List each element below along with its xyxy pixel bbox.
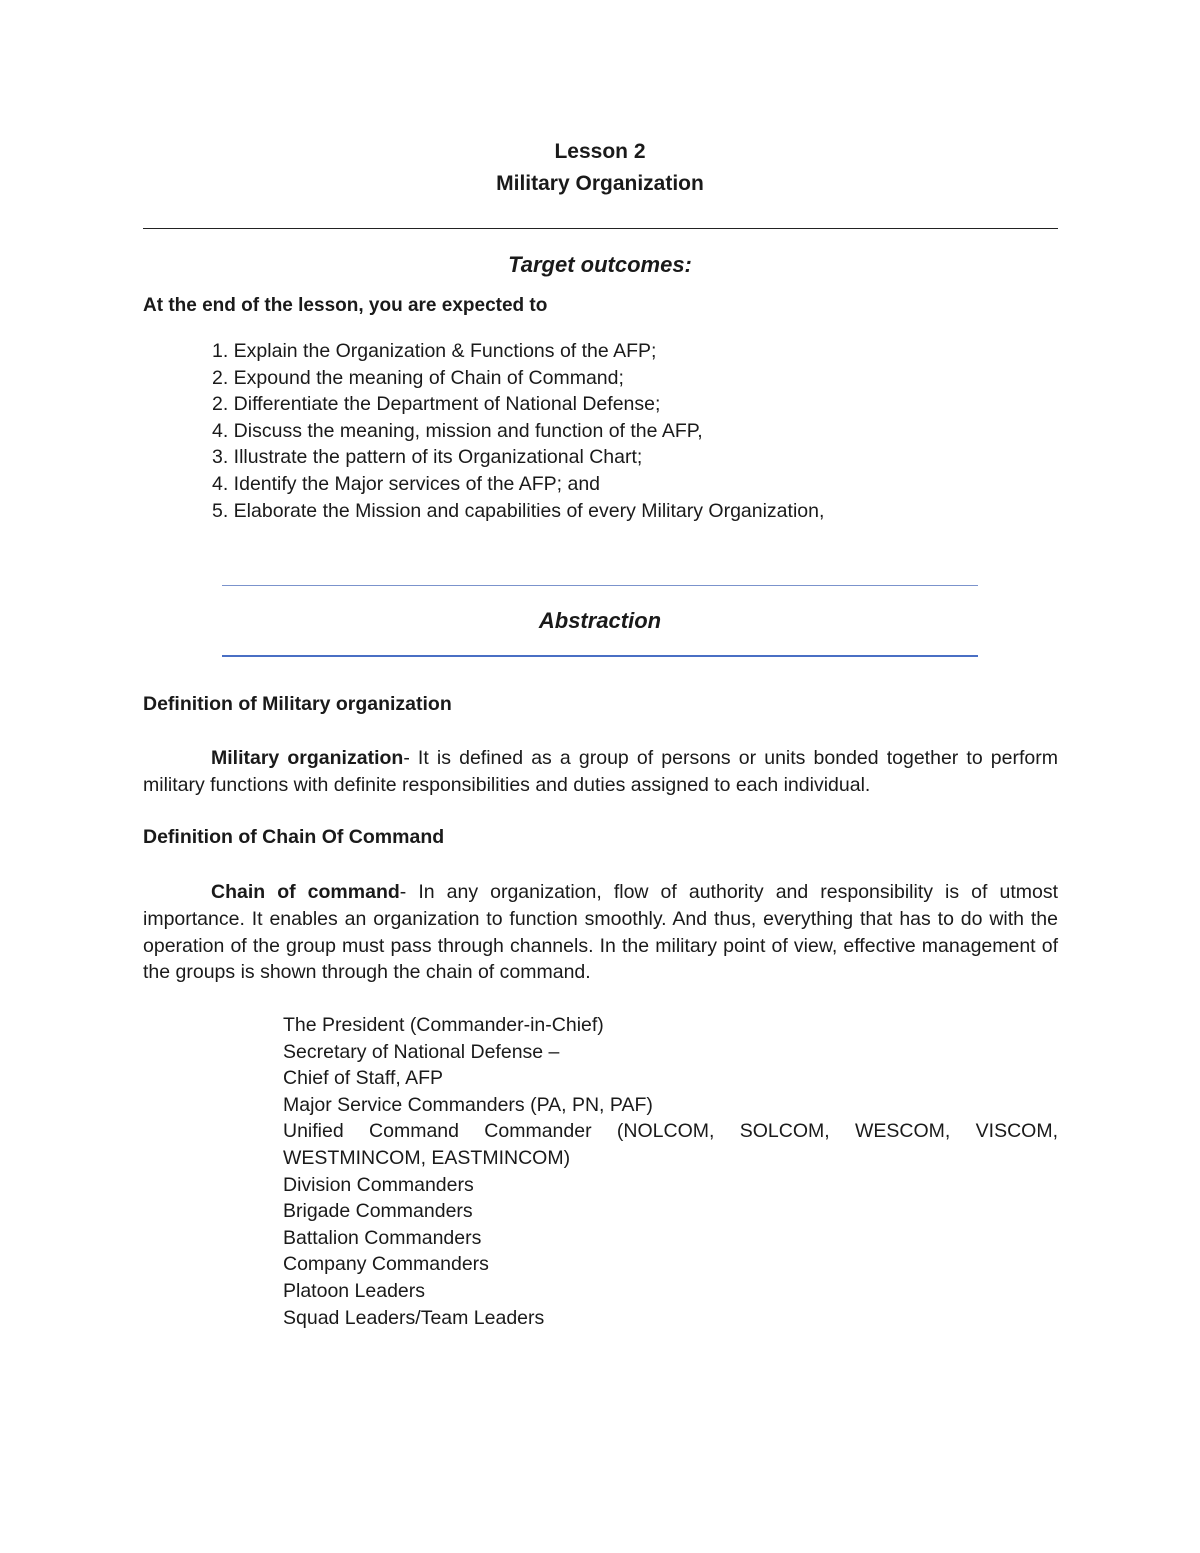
abstraction-divider-top [222, 585, 978, 586]
lesson-title: Military Organization [496, 172, 704, 195]
target-intro: At the end of the lesson, you are expected to [143, 295, 548, 316]
definition-chain-title: Definition of Chain Of Command [143, 826, 445, 848]
definition-org-term: Military organization [211, 747, 404, 769]
objective-item: 3. Illustrate the pattern of its Organizational Chart; [212, 446, 643, 469]
objective-item: 2. Expound the meaning of Chain of Command; [212, 366, 624, 389]
chain-item: Battalion Commanders [283, 1226, 482, 1249]
objective-item: 4. Identify the Major services of the AFP; and [212, 472, 601, 495]
chain-item: Squad Leaders/Team Leaders [283, 1306, 545, 1329]
definition-org-title: Definition of Military organization [143, 693, 452, 715]
definition-org-body: - It is defined as a group of persons or units bonded together to perform military functions with definite responsibilities and duties assigned to each individual. [143, 747, 1058, 796]
chain-of-command-list [283, 1012, 1058, 1331]
chain-item: Division Commanders [283, 1173, 474, 1196]
target-outcomes-heading: Target outcomes: [508, 252, 692, 277]
chain-item: The President (Commander-in-Chief) [283, 1014, 604, 1036]
abstraction-heading: Abstraction [538, 608, 662, 633]
objective-item: 2. Differentiate the Department of National Defense; [212, 393, 661, 416]
chain-item: Secretary of National Defense – [283, 1040, 560, 1063]
chain-item: Brigade Commanders [283, 1200, 473, 1223]
definition-chain-body: - In any organization, flow of authority and responsibility is of utmost importance. It enables an organization to function smoothly. And thus, everything that has to do with the operation of the group must pass through channels. In the military point of view, effective management of the groups is shown through the chain of command. [143, 881, 1059, 984]
definition-org-paragraph [143, 745, 1058, 799]
chain-item: Unified Command Commander (NOLCOM, SOLCOM, WESCOM, VISCOM, WESTMINCOM, EASTMINCOM) [283, 1120, 1058, 1169]
objectives-list [212, 338, 824, 524]
chain-item: Platoon Leaders [283, 1279, 426, 1302]
chain-item: Major Service Commanders (PA, PN, PAF) [283, 1093, 653, 1116]
definition-chain-term: Chain of command [211, 881, 400, 903]
definition-chain-paragraph [143, 879, 1058, 986]
lesson-number: Lesson 2 [554, 140, 646, 163]
abstraction-divider-bottom [222, 655, 978, 657]
objective-item: 1. Explain the Organization & Functions of the AFP; [212, 340, 657, 362]
objective-item: 5. Elaborate the Mission and capabilities of every Military Organization, [212, 499, 825, 522]
chain-item: Company Commanders [283, 1253, 489, 1276]
objective-item: 4. Discuss the meaning, mission and function of the AFP, [212, 419, 703, 442]
chain-item: Chief of Staff, AFP [283, 1067, 444, 1090]
title-divider [143, 228, 1058, 229]
